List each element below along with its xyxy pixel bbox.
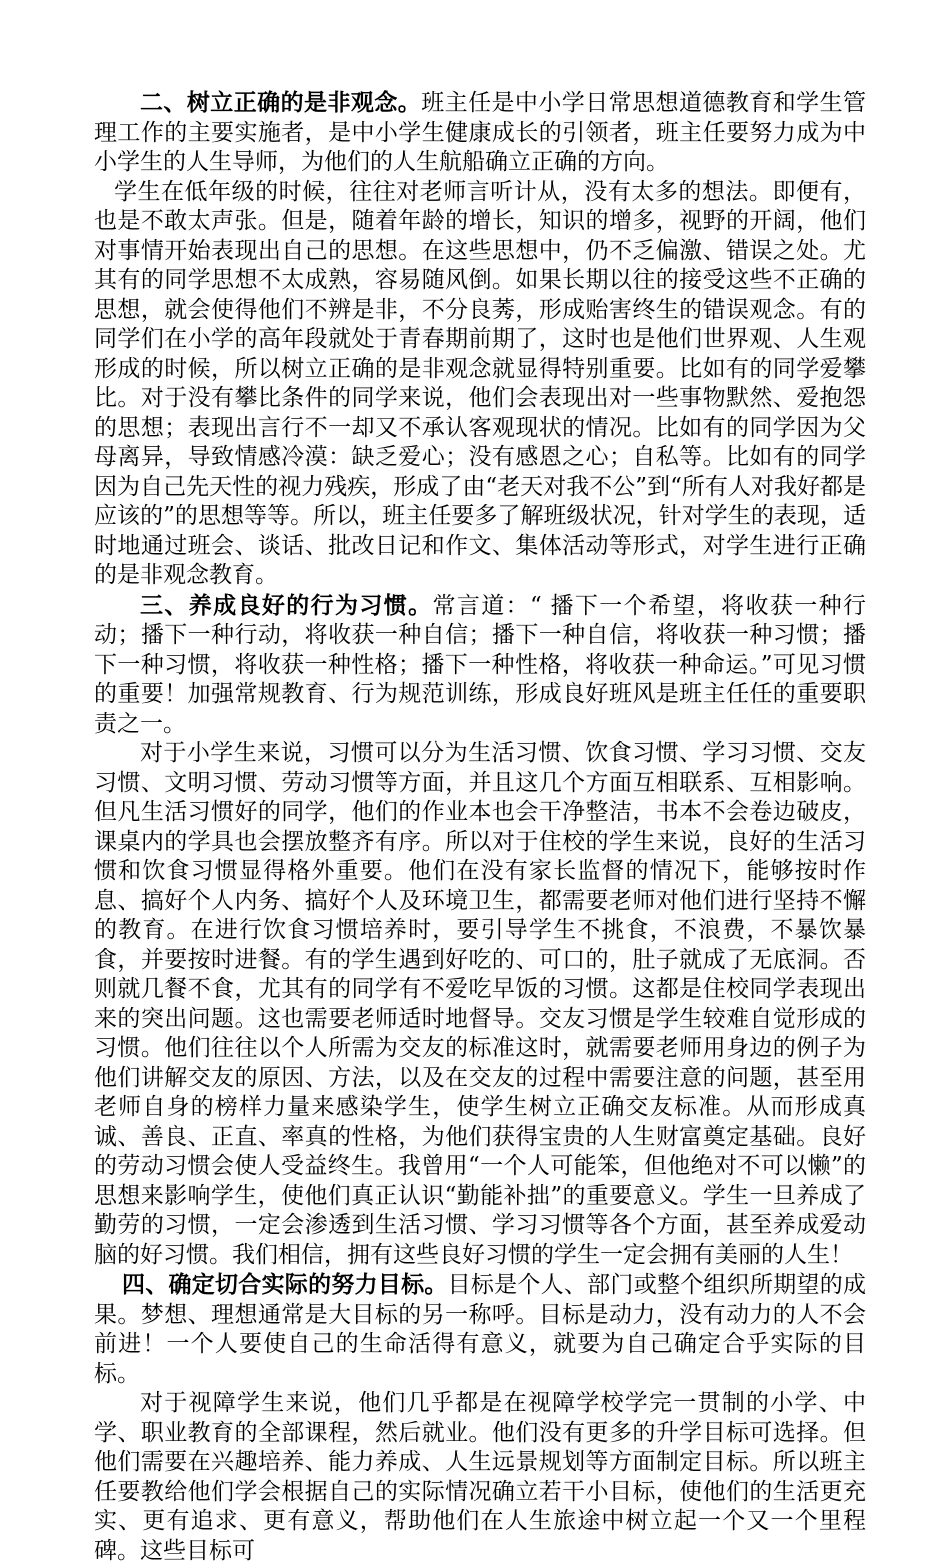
section-4-lead <box>94 1270 866 1389</box>
section-4-paragraph: 对于视障学生来说，他们几乎都是在视障学校学完一贯制的小学、中学、职业教育的全部课程，然后就业。他们没有更多的升学目标可选择。但他们需要在兴趣培养、能力养成、人生远景规划等方面制定目标。所以班主任要教给他们学会根据自己的实际情况确立若干小目标，使他们的生活更充实、更有追求、更有意义，帮助他们在人生旅途中树立起一个又一个里程碑。这些目标可 <box>94 1390 866 1564</box>
section-4-intro: 目标是个人、部门或整个组织所期望的成果。梦想、理想通常是大目标的另一称呼。目标是动力，没有动力的人不会前进！一个人要使自己的生命活得有意义，就要为自己确定合乎实际的目标。 <box>94 1272 867 1387</box>
document-page <box>94 88 866 1566</box>
section-2-paragraph: 学生在低年级的时候，往往对老师言听计从，没有太多的想法。即便有，也是不敢太声张。但是，随着年龄的增长，知识的增多，视野的开阔，他们对事情开始表现出自己的思想。在这些思想中，仍不乏偏激、错误之处。尤其有的同学思想不太成熟，容易随风倒。如果长期以往的接受这些不正确的思想，就会使得他们不辨是非，不分良莠，形成贻害终生的错误观念。有的同学们在小学的高年段就处于青春期前期了，这时也是他们世界观、人生观形成的时候，所以树立正确的是非观念就显得特别重要。比如有的同学爱攀比。对于没有攀比条件的同学来说，他们会表现出对一些事物默然、爱抱怨的思想；表现出言行不一却又不承认客观现状的情况。比如有的同学因为父母离异，导致情感冷漠：缺乏爱心；没有感恩之心；自私等。比如有的同学因为自己先天性的视力残疾，形成了由“老天对我不公”到“所有人对我好都是应该的”的思想等等。所以，班主任要多了解班级状况，针对学生的表现，适时地通过班会、谈话、批改日记和作文、集体活动等形式，对学生进行正确的是非观念教育。 <box>94 178 866 588</box>
section-3-intro: 常言道：“ 播下一个希望，将收获一种行动；播下一种行动，将收获一种自信；播下一种自信，将收获一种习惯；播下一种习惯，将收获一种性格；播下一种性格，将收获一种命运。”可见习惯的重要！加强常规教育、行为规范训练，形成良好班风是班主任任的重要职责之一。 <box>94 592 867 737</box>
section-2-heading: 二、树立正确的是非观念。 <box>140 89 422 116</box>
section-3-lead <box>94 591 866 740</box>
section-3-paragraph: 对于小学生来说，习惯可以分为生活习惯、饮食习惯、学习习惯、交友习惯、文明习惯、劳动习惯等方面，并且这几个方面互相联系、互相影响。但凡生活习惯好的同学，他们的作业本也会干净整洁，书本不会卷边破皮，课桌内的学具也会摆放整齐有序。所以对于住校的学生来说，良好的生活习惯和饮食习惯显得格外重要。他们在没有家长监督的情况下，能够按时作息、搞好个人内务、搞好个人及环境卫生，都需要老师对他们进行坚持不懈的教育。在进行饮食习惯培养时，要引导学生不挑食，不浪费，不暴饮暴食，并要按时进餐。有的学生遇到好吃的、可口的，肚子就成了无底洞。否则就几餐不食，尤其有的同学有不爱吃早饭的习惯。这都是住校同学表现出来的突出问题。这也需要老师适时地督导。交友习惯是学生较难自觉形成的习惯。他们往往以个人所需为交友的标准这时，就需要老师用身边的例子为他们讲解交友的原因、方法，以及在交友的过程中需要注意的问题，甚至用老师自身的榜样力量来感染学生，使学生树立正确交友标准。从而形成真诚、善良、正直、率真的性格，为他们获得宝贵的人生财富奠定基础。良好的劳动习惯会使人受益终生。我曾用“一个人可能笨，但他绝对不可以懒”的思想来影响学生，使他们真正认识“勤能补拙”的重要意义。学生一旦养成了勤劳的习惯，一定会渗透到生活习惯、学习习惯等各个方面，甚至养成爱动脑的好习惯。我们相信，拥有这些良好习惯的学生一定会拥有美丽的人生！ <box>94 740 866 1268</box>
section-2-intro: 班主任是中小学日常思想道德教育和学生管理工作的主要实施者，是中小学生健康成长的引领者，班主任要努力成为中小学生的人生导师，为他们的人生航船确立正确的方向。 <box>94 90 867 175</box>
section-2-lead <box>94 88 866 178</box>
section-4-heading: 四、确定切合实际的努力目标。 <box>122 1271 448 1298</box>
section-3-heading: 三、养成良好的行为习惯。 <box>140 591 433 619</box>
